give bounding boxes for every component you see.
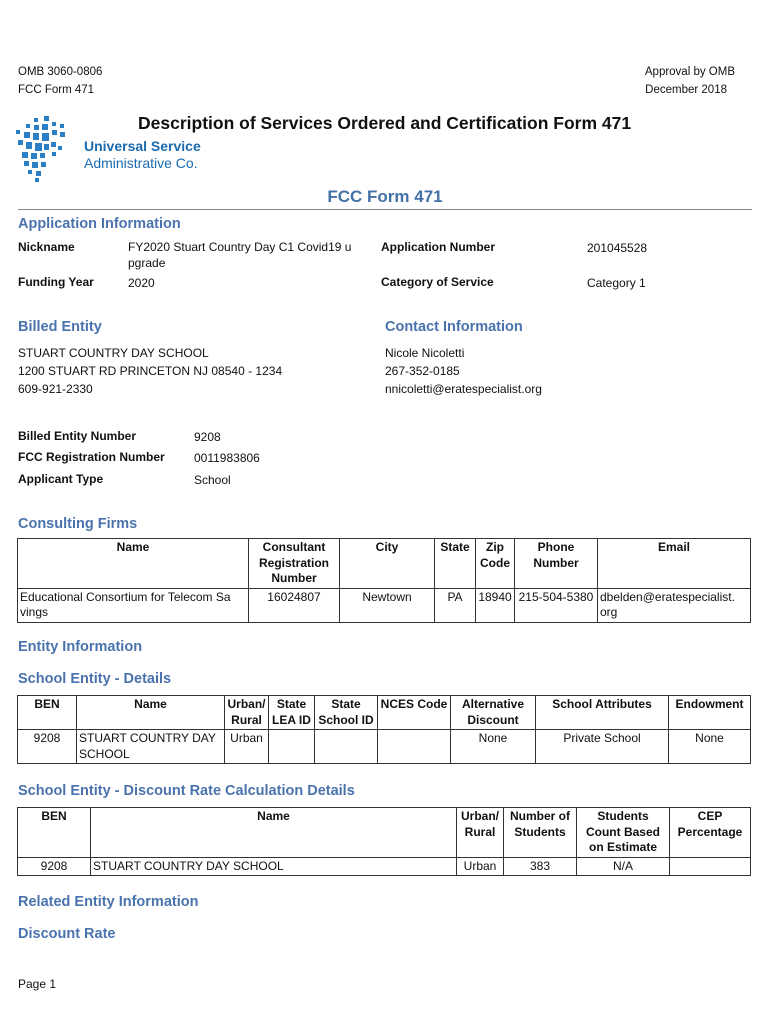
col-state: State xyxy=(435,539,476,589)
cell-state-school xyxy=(315,730,378,764)
col-name: Name xyxy=(77,696,225,730)
cell-endowment: None xyxy=(669,730,751,764)
col-alt-discount: Alternative Discount xyxy=(451,696,536,730)
col-email: Email xyxy=(598,539,751,589)
cell-crn: 16024807 xyxy=(249,588,340,622)
category-label: Category of Service xyxy=(381,275,494,289)
consulting-heading: Consulting Firms xyxy=(18,516,138,532)
table-header-row xyxy=(18,808,751,858)
col-zip: Zip Code xyxy=(476,539,515,589)
cell-city: Newtown xyxy=(340,588,435,622)
school-entity-table xyxy=(17,695,751,764)
billed-entity-name: STUART COUNTRY DAY SCHOOL xyxy=(18,346,209,360)
cell-ben: 9208 xyxy=(18,857,91,876)
billed-entity-heading: Billed Entity xyxy=(18,319,102,335)
col-state-school: State School ID xyxy=(315,696,378,730)
omb-number: OMB 3060-0806 xyxy=(18,66,103,78)
cell-attributes: Private School xyxy=(536,730,669,764)
discount-calc-table xyxy=(17,807,751,876)
approval-text: Approval by OMB xyxy=(644,66,735,78)
related-entity-heading: Related Entity Information xyxy=(18,894,199,910)
ben-value: 9208 xyxy=(194,430,221,444)
table-header-row xyxy=(18,696,751,730)
application-number-label: Application Number xyxy=(381,240,496,254)
contact-info xyxy=(385,344,542,398)
table-row xyxy=(18,730,751,764)
cell-state-lea xyxy=(269,730,315,764)
cell-phone: 215-504-5380 xyxy=(515,588,598,622)
col-name: Name xyxy=(18,539,249,589)
col-students-estimate: Students Count Based on Estimate xyxy=(577,808,670,858)
col-num-students: Number of Students xyxy=(504,808,577,858)
cell-nces xyxy=(378,730,451,764)
col-cep: CEP Percentage xyxy=(670,808,751,858)
contact-phone: 267-352-0185 xyxy=(385,364,460,378)
cell-state: PA xyxy=(435,588,476,622)
col-attributes: School Attributes xyxy=(536,696,669,730)
nickname-value: FY2020 Stuart Country Day C1 Covid19 u pgrade xyxy=(128,240,352,270)
cell-num-students: 383 xyxy=(504,857,577,876)
col-endowment: Endowment xyxy=(669,696,751,730)
col-city: City xyxy=(340,539,435,589)
col-urban-rural: Urban/ Rural xyxy=(225,696,269,730)
col-ben: BEN xyxy=(18,808,91,858)
form-number: FCC Form 471 xyxy=(18,84,95,96)
col-name: Name xyxy=(91,808,457,858)
entity-heading: Entity Information xyxy=(18,639,143,655)
page-number: Page 1 xyxy=(18,977,57,991)
billed-entity-phone: 609-921-2330 xyxy=(18,382,93,396)
fcc-reg-value: 0011983806 xyxy=(194,451,260,465)
category-value: Category 1 xyxy=(587,276,646,290)
cell-email: dbelden@eratespecialist. org xyxy=(598,588,751,622)
logo-text xyxy=(84,138,201,172)
logo-line2: Administrative Co. xyxy=(84,155,198,171)
applicant-type-label: Applicant Type xyxy=(18,472,104,486)
funding-year: 2020 xyxy=(128,276,155,290)
discount-rate-heading: Discount Rate xyxy=(18,926,116,942)
cell-urban-rural: Urban xyxy=(457,857,504,876)
col-nces: NCES Code xyxy=(378,696,451,730)
table-row xyxy=(18,588,751,622)
document-title: Description of Services Ordered and Certification Form 471 xyxy=(138,113,632,133)
cell-cep xyxy=(670,857,751,876)
consulting-table xyxy=(17,538,751,623)
billed-entity-address xyxy=(18,344,282,398)
applicant-type-value: School xyxy=(194,473,231,487)
funding-year-label: Funding Year xyxy=(18,275,94,289)
col-crn: Consultant Registration Number xyxy=(249,539,340,589)
discount-calc-heading: School Entity - Discount Rate Calculation Details xyxy=(18,783,355,799)
col-state-lea: State LEA ID xyxy=(269,696,315,730)
col-phone: Phone Number xyxy=(515,539,598,589)
table-row xyxy=(18,857,751,876)
contact-heading: Contact Information xyxy=(385,319,523,335)
col-urban-rural: Urban/ Rural xyxy=(457,808,504,858)
school-entity-heading: School Entity - Details xyxy=(18,671,172,687)
cell-name: STUART COUNTRY DAY SCHOOL xyxy=(91,857,457,876)
usac-logo-icon xyxy=(14,116,74,184)
col-ben: BEN xyxy=(18,696,77,730)
cell-students-estimate: N/A xyxy=(577,857,670,876)
cell-name: STUART COUNTRY DAY SCHOOL xyxy=(77,730,225,764)
nickname-label: Nickname xyxy=(18,240,75,254)
logo-line1: Universal Service xyxy=(84,138,201,154)
application-number: 201045528 xyxy=(587,241,648,255)
table-header-row xyxy=(18,539,751,589)
contact-email[interactable]: nnicoletti@eratespecialist.org xyxy=(385,382,542,396)
fcc-reg-label: FCC Registration Number xyxy=(18,450,165,464)
cell-name: Educational Consortium for Telecom Sa vings xyxy=(18,588,249,622)
contact-name: Nicole Nicoletti xyxy=(385,346,465,360)
application-heading: Application Information xyxy=(18,216,181,232)
cell-zip: 18940 xyxy=(476,588,515,622)
ben-label: Billed Entity Number xyxy=(18,429,137,443)
cell-alt-discount: None xyxy=(451,730,536,764)
billed-entity-street: 1200 STUART RD PRINCETON NJ 08540 - 1234 xyxy=(18,364,283,378)
form-title: FCC Form 471 xyxy=(327,187,443,206)
title-divider xyxy=(18,209,752,210)
cell-ben: 9208 xyxy=(18,730,77,764)
cell-urban-rural: Urban xyxy=(225,730,269,764)
approval-date: December 2018 xyxy=(645,84,727,96)
